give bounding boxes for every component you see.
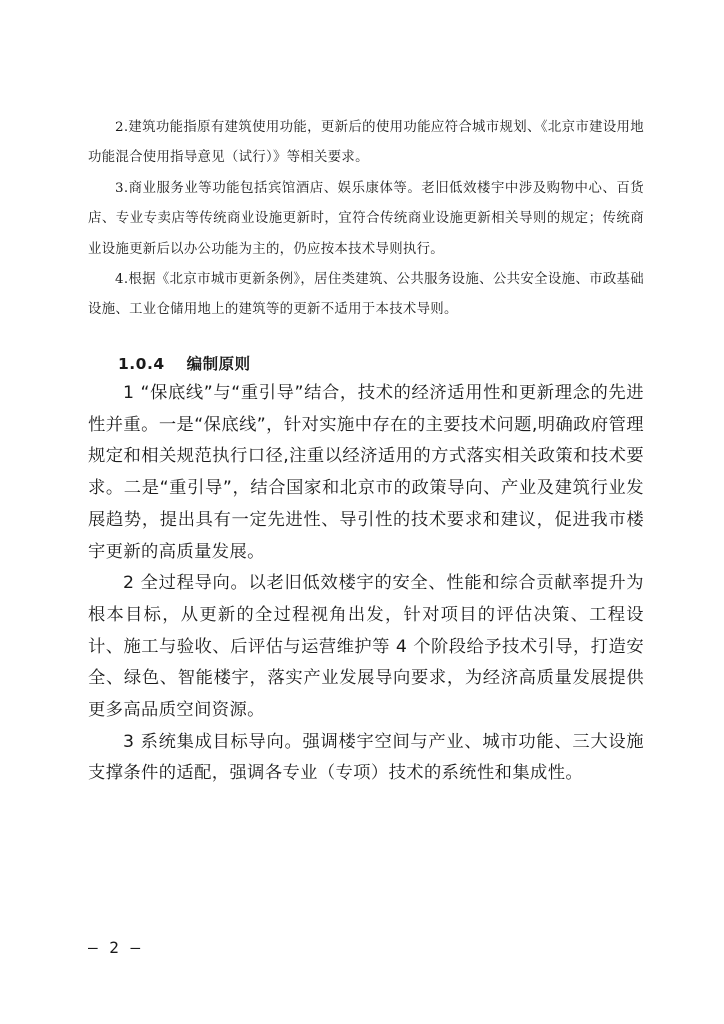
- principle-paragraph-1: 1 “保底线”与“重引导”结合，技术的经济适用性和更新理念的先进性并重。一是“保底线”，针对实施中存在的主要技术问题,明确政府管理规定和相关规范执行口径,注重以经济适用的方式落实相关政策和技术要求。二是“重引导”，结合国家和北京市的政策导向、产业及建筑行业发展趋势，提出具有一定先进性、导引性的技术要求和建议，促进我市楼宇更新的高质量发展。: [88, 383, 644, 562]
- principle-paragraph-3: 3 系统集成目标导向。强调楼宇空间与产业、城市功能、三大设施支撑条件的适配，强调各专业（专项）技术的系统性和集成性。: [88, 731, 644, 784]
- note-paragraph-4: 4.根据《北京市城市更新条例》，居住类建筑、公共服务设施、公共安全设施、市政基础设施、工业仓储用地上的建筑等的更新不适用于本技术导则。: [88, 272, 644, 318]
- note-paragraph-3: 3.商业服务业等功能包括宾馆酒店、娱乐康体等。老旧低效楼宇中涉及购物中心、百货店、专业专卖店等传统商业设施更新时，宜符合传统商业设施更新相关导则的规定；传统商业设施更新后以办公功能为主的，仍应按本技术导则执行。: [88, 180, 644, 257]
- principles-body: [88, 378, 644, 790]
- notes-section: [88, 113, 644, 326]
- section-heading: [118, 349, 251, 379]
- principle-paragraph-2: 2 全过程导向。以老旧低效楼宇的安全、性能和综合贡献率提升为根本目标，从更新的全过程视角出发，针对项目的评估决策、工程设计、施工与验收、后评估与运营维护等 4 个阶段给予技术引导，打造安全、绿色、智能楼宇，落实产业发展导向要求，为经济高质量发展提供更多高品质空间资源。: [88, 573, 644, 721]
- section-number: 1.0.4: [118, 355, 165, 373]
- section-title: 编制原则: [186, 355, 251, 373]
- page-number: – 2 –: [88, 938, 142, 957]
- note-paragraph-2: 2.建筑功能指原有建筑使用功能，更新后的使用功能应符合城市规划、《北京市建设用地功能混合使用指导意见（试行）》等相关要求。: [88, 120, 644, 166]
